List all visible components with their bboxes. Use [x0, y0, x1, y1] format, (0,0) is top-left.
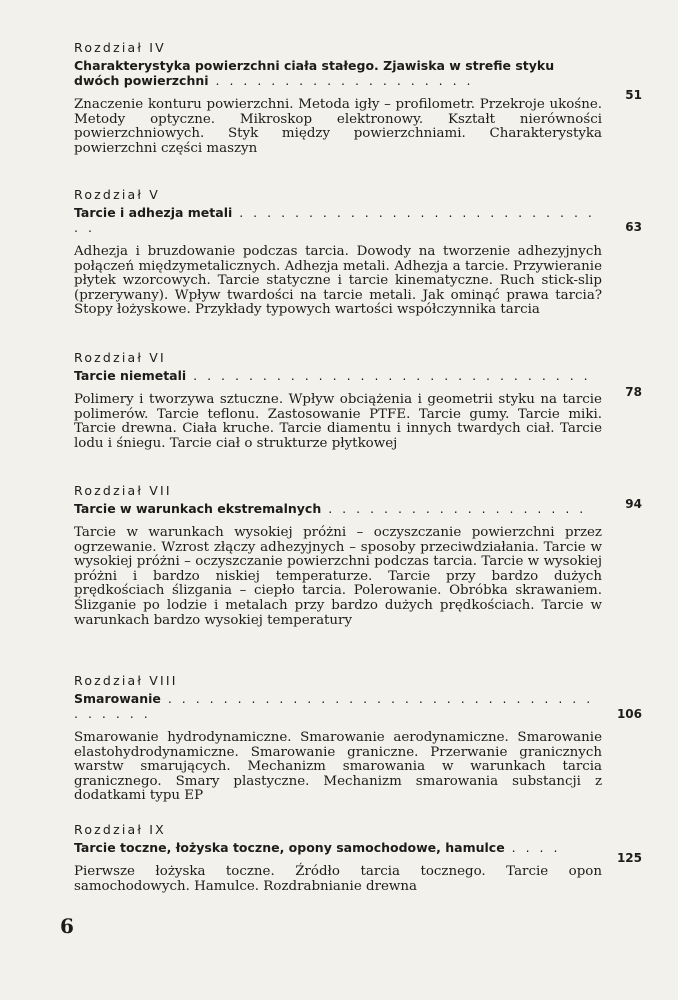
- chapter-7: [64, 483, 604, 628]
- page-number: 63: [625, 220, 642, 234]
- chapter-description: Tarcie w warunkach wysokiej próżni – oczyszczanie powierzchni przez ogrzewanie. Wzrost złączy adhezyjnych – sposoby przeciwdziałania. Tarcie w wysokiej próżni – oczyszczanie powierzchni podczas tarcia. Tarcie w wysokiej próżni i bardzo niskiej temperaturze. Tarcie przy bardzo dużych prędkościach ślizgania – ciepło tarcia. Polerowanie. Obróbka skrawaniem. Ślizganie po lodzie i metalach przy bardzo dużych prędkościach. Tarcie w warunkach bardzo wysokiej temperatury: [74, 525, 602, 628]
- chapter-9: [64, 822, 604, 894]
- leader-dots: . . . . . . . . . . . . . . . . . . .: [321, 501, 587, 516]
- chapter-description: Polimery i tworzywa sztuczne. Wpływ obciążenia i geometrii styku na tarcie polimerów. Tarcie teflonu. Zastosowanie PTFE. Tarcie gumy. Tarcie miki. Tarcie drewna. Ciała kruche. Tarcie diamentu i innych twardych ciał. Tarcie lodu i śniegu. Tarcie ciał o strukturze płytkowej: [74, 392, 602, 451]
- chapter-title: Tarcie w warunkach ekstremalnych . . . . . . . . . . . . . . . . . . .: [74, 501, 587, 516]
- chapter-title: Tarcie toczne, łożyska toczne, opony samochodowe, hamulce . . . .: [74, 840, 561, 855]
- chapter-label: Rozdział IV: [74, 40, 166, 55]
- leader-dots: . . . .: [504, 840, 561, 855]
- chapter-4: [64, 40, 604, 156]
- chapter-label: Rozdział VII: [74, 483, 172, 498]
- chapter-label: Rozdział VIII: [74, 673, 178, 688]
- leader-dots: . . . . . . . . . . . . . . . . . . . . . . . . . . . .: [74, 205, 595, 235]
- page-number: 94: [625, 497, 642, 511]
- chapter-title: Smarowanie . . . . . . . . . . . . . . . . . . . . . . . . . . . . . . . . . . . . .: [74, 691, 594, 721]
- leader-dots: . . . . . . . . . . . . . . . . . . . . . . . . . . . . .: [186, 368, 591, 383]
- page-number: 51: [625, 88, 642, 102]
- leader-dots: . . . . . . . . . . . . . . . . . . . . . . . . . . . . . . . . . . . . .: [74, 691, 594, 721]
- chapter-title: Tarcie niemetali . . . . . . . . . . . . . . . . . . . . . . . . . . . . .: [74, 368, 591, 383]
- page-number: 106: [616, 707, 642, 721]
- chapter-title: Charakterystyka powierzchni ciała stałego. Zjawiska w strefie styku dwóch powierzchni . . . . . . . . . . . . . . . . . . .: [74, 58, 555, 88]
- chapter-description: Adhezja i bruzdowanie podczas tarcia. Dowody na tworzenie adhezyjnych połączeń międzymetalicznych. Adhezja metali. Adhezja a tarcie. Przywieranie płytek wzorcowych. Tarcie statyczne i tarcie kinematyczne. Ruch stick-slip (przerywany). Wpływ twardości na tarcie metali. Jak ominąć prawa tarcia? Stopy łożyskowe. Przykłady typowych wartości współczynnika tarcia: [74, 244, 602, 318]
- chapter-description: Smarowanie hydrodynamiczne. Smarowanie aerodynamiczne. Smarowanie elastohydrodynamiczne. Smarowanie graniczne. Przerwanie granicznych warstw smarujących. Mechanizm smarowania w warunkach tarcia granicznego. Smary plastyczne. Mechanizm smarowania substancji z dodatkami typu EP: [74, 730, 602, 804]
- chapter-description: Znaczenie konturu powierzchni. Metoda igły – profilometr. Przekroje ukośne. Metody optyczne. Mikroskop elektronowy. Kształt nierówności powierzchniowych. Styk między powierzchniami. Charakterystyka powierzchni części maszyn: [74, 97, 602, 156]
- page-number: 125: [616, 851, 642, 865]
- chapter-label: Rozdział V: [74, 187, 161, 202]
- chapter-title: Tarcie i adhezja metali . . . . . . . . . . . . . . . . . . . . . . . . . . . .: [74, 205, 595, 235]
- chapter-8: [64, 673, 604, 804]
- folio-page-number: 6: [60, 914, 74, 938]
- leader-dots: . . . . . . . . . . . . . . . . . . .: [208, 73, 474, 88]
- chapter-6: [64, 350, 604, 451]
- chapter-label: Rozdział VI: [74, 350, 166, 365]
- chapter-label: Rozdział IX: [74, 822, 166, 837]
- page-number: 78: [625, 385, 642, 399]
- chapter-5: [64, 187, 604, 318]
- chapter-description: Pierwsze łożyska toczne. Źródło tarcia tocznego. Tarcie opon samochodowych. Hamulce. Rozdrabnianie drewna: [74, 864, 602, 894]
